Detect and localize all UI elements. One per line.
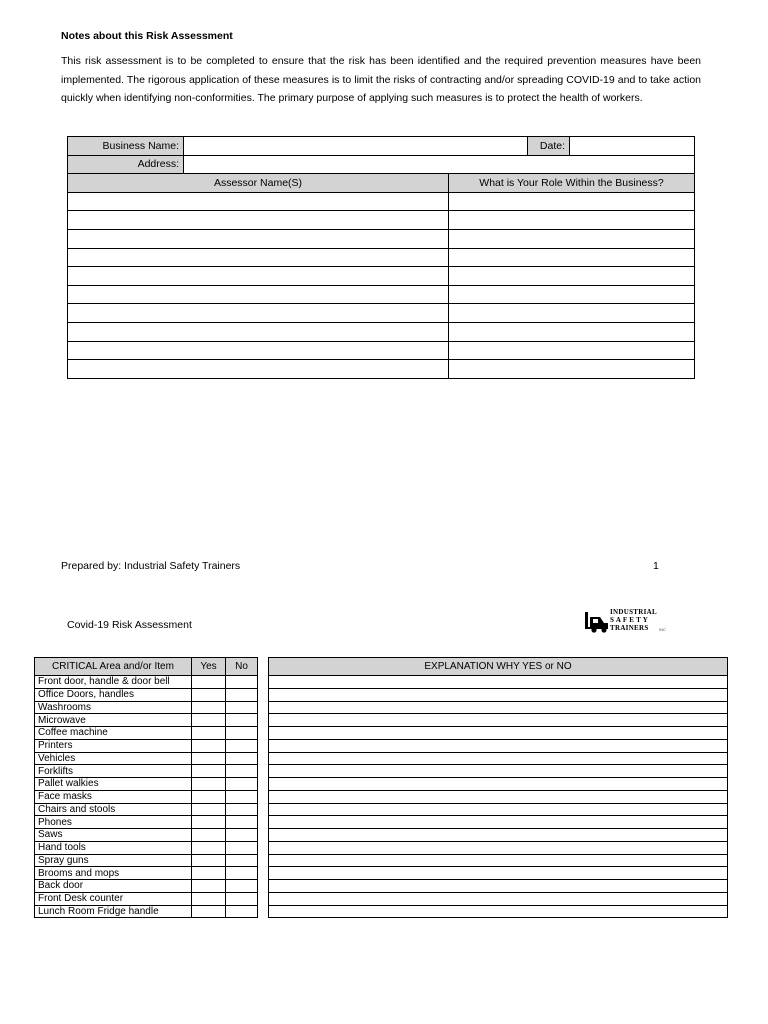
item-label: Forklifts — [35, 765, 192, 778]
item-label: Hand tools — [35, 841, 192, 854]
table-row — [35, 803, 258, 816]
no-cell[interactable] — [226, 892, 258, 905]
yes-header: Yes — [192, 658, 226, 676]
explanation-row — [269, 829, 728, 842]
explanation-row — [269, 688, 728, 701]
assessor-name-cell[interactable] — [68, 229, 449, 248]
yes-cell[interactable] — [192, 676, 226, 689]
no-cell[interactable] — [226, 790, 258, 803]
item-label: Microwave — [35, 714, 192, 727]
logo-line-2: S A F E T Y — [610, 616, 649, 624]
explanation-cell[interactable] — [269, 701, 728, 714]
yes-cell[interactable] — [192, 790, 226, 803]
item-label: Washrooms — [35, 701, 192, 714]
table-row — [35, 790, 258, 803]
yes-cell[interactable] — [192, 880, 226, 893]
yes-cell[interactable] — [192, 905, 226, 918]
explanation-row — [269, 790, 728, 803]
item-label: Back door — [35, 880, 192, 893]
explanation-row — [269, 739, 728, 752]
explanation-cell[interactable] — [269, 676, 728, 689]
yes-cell[interactable] — [192, 701, 226, 714]
assessor-row — [68, 229, 695, 248]
table-row — [35, 905, 258, 918]
no-cell[interactable] — [226, 905, 258, 918]
assessor-name-cell[interactable] — [68, 341, 449, 360]
table-row — [35, 676, 258, 689]
assessor-name-cell[interactable] — [68, 267, 449, 286]
logo-line-3: TRAINERS — [610, 624, 649, 632]
no-cell[interactable] — [226, 676, 258, 689]
role-header: What is Your Role Within the Business? — [449, 174, 695, 193]
no-cell[interactable] — [226, 739, 258, 752]
item-label: Printers — [35, 739, 192, 752]
no-cell[interactable] — [226, 841, 258, 854]
assessor-row — [68, 248, 695, 267]
table-row — [35, 727, 258, 740]
explanation-cell[interactable] — [269, 905, 728, 918]
assessor-name-cell[interactable] — [68, 211, 449, 230]
assessor-row — [68, 360, 695, 379]
assessor-role-cell[interactable] — [449, 211, 695, 230]
table-row — [35, 688, 258, 701]
table-row — [35, 739, 258, 752]
assessor-role-cell[interactable] — [449, 192, 695, 211]
explanation-cell[interactable] — [269, 752, 728, 765]
explanation-row — [269, 854, 728, 867]
notes-title: Notes about this Risk Assessment — [61, 30, 233, 42]
explanation-cell[interactable] — [269, 778, 728, 791]
assessor-name-cell[interactable] — [68, 304, 449, 323]
item-label: Office Doors, handles — [35, 688, 192, 701]
company-logo — [584, 608, 668, 638]
critical-items-table — [34, 657, 258, 918]
item-label: Chairs and stools — [35, 803, 192, 816]
no-cell[interactable] — [226, 867, 258, 880]
explanation-row — [269, 676, 728, 689]
explanation-cell[interactable] — [269, 727, 728, 740]
assessor-role-cell[interactable] — [449, 248, 695, 267]
explanation-row — [269, 714, 728, 727]
yes-cell[interactable] — [192, 816, 226, 829]
yes-cell[interactable] — [192, 752, 226, 765]
explanation-row — [269, 841, 728, 854]
assessor-role-cell[interactable] — [449, 304, 695, 323]
assessor-role-cell[interactable] — [449, 360, 695, 379]
explanation-row — [269, 816, 728, 829]
assessor-row — [68, 341, 695, 360]
item-label: Front door, handle & door bell — [35, 676, 192, 689]
prepared-by: Prepared by: Industrial Safety Trainers — [61, 560, 241, 572]
item-label: Coffee machine — [35, 727, 192, 740]
table-row — [35, 892, 258, 905]
explanation-cell[interactable] — [269, 688, 728, 701]
assessor-name-cell[interactable] — [68, 192, 449, 211]
no-cell[interactable] — [226, 854, 258, 867]
explanation-row — [269, 701, 728, 714]
explanation-row — [269, 867, 728, 880]
forklift-icon — [584, 611, 610, 633]
explanation-row — [269, 880, 728, 893]
notes-body: This risk assessment is to be completed to ensure that the risk has been identified and the required prevention measures have been implemented. The rigorous application of these measures is to limit the risks of contracting and/or spreading COVID-19 and to take action quickly when identifying non-conformities. The primary purpose of applying such measures is to protect the health of workers. — [61, 55, 701, 104]
no-cell[interactable] — [226, 752, 258, 765]
yes-cell[interactable] — [192, 829, 226, 842]
yes-cell[interactable] — [192, 688, 226, 701]
table-row — [35, 829, 258, 842]
page-number: 1 — [653, 560, 659, 572]
table-row — [35, 841, 258, 854]
assessor-name-cell[interactable] — [68, 360, 449, 379]
assessor-role-cell[interactable] — [449, 341, 695, 360]
yes-cell[interactable] — [192, 803, 226, 816]
no-cell[interactable] — [226, 816, 258, 829]
date-label: Date: — [528, 137, 570, 156]
item-label: Face masks — [35, 790, 192, 803]
assessor-row — [68, 267, 695, 286]
table-row — [35, 752, 258, 765]
no-cell[interactable] — [226, 714, 258, 727]
assessor-role-cell[interactable] — [449, 267, 695, 286]
explanation-cell[interactable] — [269, 829, 728, 842]
explanation-cell[interactable] — [269, 739, 728, 752]
assessor-row — [68, 211, 695, 230]
explanation-cell[interactable] — [269, 816, 728, 829]
assessor-row — [68, 192, 695, 211]
item-label: Spray guns — [35, 854, 192, 867]
explanation-cell[interactable] — [269, 714, 728, 727]
assessor-row — [68, 322, 695, 341]
yes-cell[interactable] — [192, 739, 226, 752]
item-label: Phones — [35, 816, 192, 829]
explanation-table — [268, 657, 728, 918]
item-label: Saws — [35, 829, 192, 842]
date-field[interactable] — [570, 137, 695, 156]
table-row — [35, 854, 258, 867]
table-row — [35, 778, 258, 791]
yes-cell[interactable] — [192, 867, 226, 880]
document-title: Covid-19 Risk Assessment — [67, 619, 192, 631]
item-header: CRITICAL Area and/or Item — [35, 658, 192, 676]
business-name-field[interactable] — [184, 137, 528, 156]
business-info-table — [67, 136, 695, 379]
item-label: Lunch Room Fridge handle — [35, 905, 192, 918]
item-label: Pallet walkies — [35, 778, 192, 791]
explanation-row — [269, 778, 728, 791]
explanation-header: EXPLANATION WHY YES or NO — [269, 658, 728, 676]
explanation-cell[interactable] — [269, 790, 728, 803]
assessor-row — [68, 285, 695, 304]
logo-line-1: INDUSTRIAL — [610, 608, 657, 616]
item-label: Vehicles — [35, 752, 192, 765]
no-cell[interactable] — [226, 727, 258, 740]
table-row — [35, 867, 258, 880]
table-row — [35, 765, 258, 778]
yes-cell[interactable] — [192, 714, 226, 727]
yes-cell[interactable] — [192, 892, 226, 905]
table-row — [35, 880, 258, 893]
assessor-row — [68, 304, 695, 323]
address-field[interactable] — [184, 155, 695, 174]
table-row — [35, 714, 258, 727]
no-cell[interactable] — [226, 765, 258, 778]
yes-cell[interactable] — [192, 727, 226, 740]
yes-cell[interactable] — [192, 765, 226, 778]
assessor-name-cell[interactable] — [68, 248, 449, 267]
no-cell[interactable] — [226, 829, 258, 842]
no-cell[interactable] — [226, 688, 258, 701]
no-cell[interactable] — [226, 803, 258, 816]
explanation-cell[interactable] — [269, 867, 728, 880]
assessor-name-cell[interactable] — [68, 285, 449, 304]
explanation-row — [269, 752, 728, 765]
explanation-cell[interactable] — [269, 841, 728, 854]
explanation-row — [269, 765, 728, 778]
yes-cell[interactable] — [192, 854, 226, 867]
yes-cell[interactable] — [192, 841, 226, 854]
explanation-cell[interactable] — [269, 765, 728, 778]
explanation-row — [269, 803, 728, 816]
table-row — [35, 816, 258, 829]
explanation-cell[interactable] — [269, 854, 728, 867]
explanation-cell[interactable] — [269, 803, 728, 816]
explanation-row — [269, 727, 728, 740]
logo-suffix: INC — [659, 627, 666, 632]
assessor-name-header: Assessor Name(S) — [68, 174, 449, 193]
assessor-role-cell[interactable] — [449, 322, 695, 341]
no-cell[interactable] — [226, 701, 258, 714]
assessor-role-cell[interactable] — [449, 285, 695, 304]
explanation-cell[interactable] — [269, 892, 728, 905]
no-header: No — [226, 658, 258, 676]
assessor-name-cell[interactable] — [68, 322, 449, 341]
table-row — [35, 701, 258, 714]
explanation-row — [269, 892, 728, 905]
explanation-row — [269, 905, 728, 918]
yes-cell[interactable] — [192, 778, 226, 791]
address-label: Address: — [68, 155, 184, 174]
item-label: Brooms and mops — [35, 867, 192, 880]
assessor-role-cell[interactable] — [449, 229, 695, 248]
explanation-cell[interactable] — [269, 880, 728, 893]
no-cell[interactable] — [226, 880, 258, 893]
item-label: Front Desk counter — [35, 892, 192, 905]
no-cell[interactable] — [226, 778, 258, 791]
business-name-label: Business Name: — [68, 137, 184, 156]
